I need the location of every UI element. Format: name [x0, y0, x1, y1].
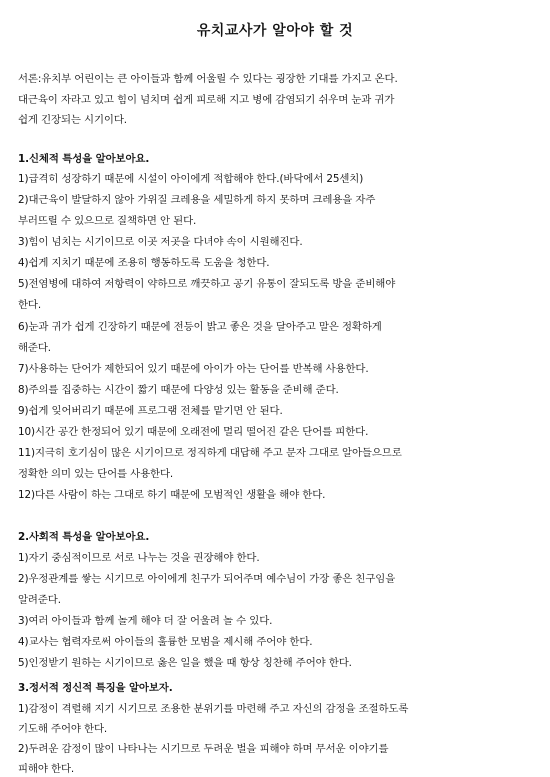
list-item: 10)시간 공간 한정되어 있기 때문에 오래전에 멀리 떨어진 같은 단어를 피한다. [18, 426, 369, 438]
document-title: 유치교사가 알아야 할 것 [196, 23, 354, 39]
list-item: 한다. [18, 299, 42, 311]
list-item: 1)자기 중심적이므로 서로 나누는 것을 권장해야 한다. [18, 552, 260, 564]
list-item: 피해야 한다. [18, 763, 75, 775]
list-item: 2)두려운 감정이 많이 나타나는 시기므로 두려운 벌을 피해야 하며 무서운 이야기를 [18, 743, 389, 755]
list-item: 해준다. [18, 342, 52, 354]
list-item: 11)지극히 호기심이 많은 시기이므로 정직하게 대답해 주고 문자 그대로 알아들으므로 [18, 447, 402, 459]
list-item: 7)사용하는 단어가 제한되어 있기 때문에 아이가 아는 단어를 반복해 사용한다. [18, 363, 369, 375]
list-item: 1)급격히 성장하기 때문에 시설이 아이에게 적합해야 한다.(바닥에서 25센치) [18, 173, 364, 185]
list-item: 12)다른 사람이 하는 그대로 하기 때문에 모범적인 생활을 해야 한다. [18, 489, 326, 501]
section-heading-emotional: 3.정서적 정신적 특징을 알아보자. [18, 682, 173, 694]
intro-line: 쉽게 긴장되는 시기이다. [18, 114, 127, 126]
list-item: 5)전염병에 대하여 저항력이 약하므로 깨끗하고 공기 유통이 잘되도록 방을 준비해야 [18, 278, 396, 290]
list-item: 2)우정관계를 쌓는 시기므로 아이에게 친구가 되어주며 예수님이 가장 좋은 친구임을 [18, 573, 396, 585]
list-item: 3)힘이 넘치는 시기이므로 이곳 저곳을 다녀야 속이 시원해진다. [18, 236, 303, 248]
intro-line: 서론:유치부 어린이는 큰 아이들과 함께 어울릴 수 있다는 굉장한 기대를 가지고 온다. [18, 73, 398, 85]
list-item: 부러뜨릴 수 있으므로 질책하면 안 된다. [18, 215, 197, 227]
list-item: 알려준다. [18, 594, 61, 606]
section-heading-physical: 1.신체적 특성을 알아보아요. [18, 153, 150, 165]
list-item: 1)감정이 격렬해 지기 시기므로 조용한 분위기를 마련해 주고 자신의 감정을 조절하도록 [18, 703, 409, 715]
section-heading-social: 2.사회적 특성을 알아보아요. [18, 531, 150, 543]
list-item: 정확한 의미 있는 단어를 사용한다. [18, 468, 174, 480]
list-item: 6)눈과 귀가 쉽게 긴장하기 때문에 전등이 밝고 좋은 것을 달아주고 말은 정확하게 [18, 321, 382, 333]
list-item: 2)대근육이 발달하지 않아 가위질 크레용을 세밀하게 하지 못하며 크레용을 자주 [18, 194, 376, 206]
list-item: 기도해 주어야 한다. [18, 723, 108, 735]
list-item: 4)교사는 협력자로써 아이들의 훌륭한 모범을 제시해 주어야 한다. [18, 636, 313, 648]
list-item: 4)쉽게 지치기 때문에 조용히 행동하도록 도움을 청한다. [18, 257, 270, 269]
list-item: 8)주의를 집중하는 시간이 짧기 때문에 다양성 있는 활동을 준비해 준다. [18, 384, 339, 396]
list-item: 3)여러 아이들과 함께 놀게 해야 더 잘 어울려 놀 수 있다. [18, 615, 273, 627]
list-item: 9)쉽게 잊어버리기 때문에 프로그램 전체를 맡기면 안 된다. [18, 405, 283, 417]
intro-line: 대근육이 자라고 있고 힘이 넘치며 쉽게 피로해 지고 병에 감염되기 쉬우며 눈과 귀가 [18, 94, 395, 106]
list-item: 5)인정받기 원하는 시기이므로 옳은 일을 했을 때 항상 칭찬해 주어야 한다. [18, 657, 352, 669]
